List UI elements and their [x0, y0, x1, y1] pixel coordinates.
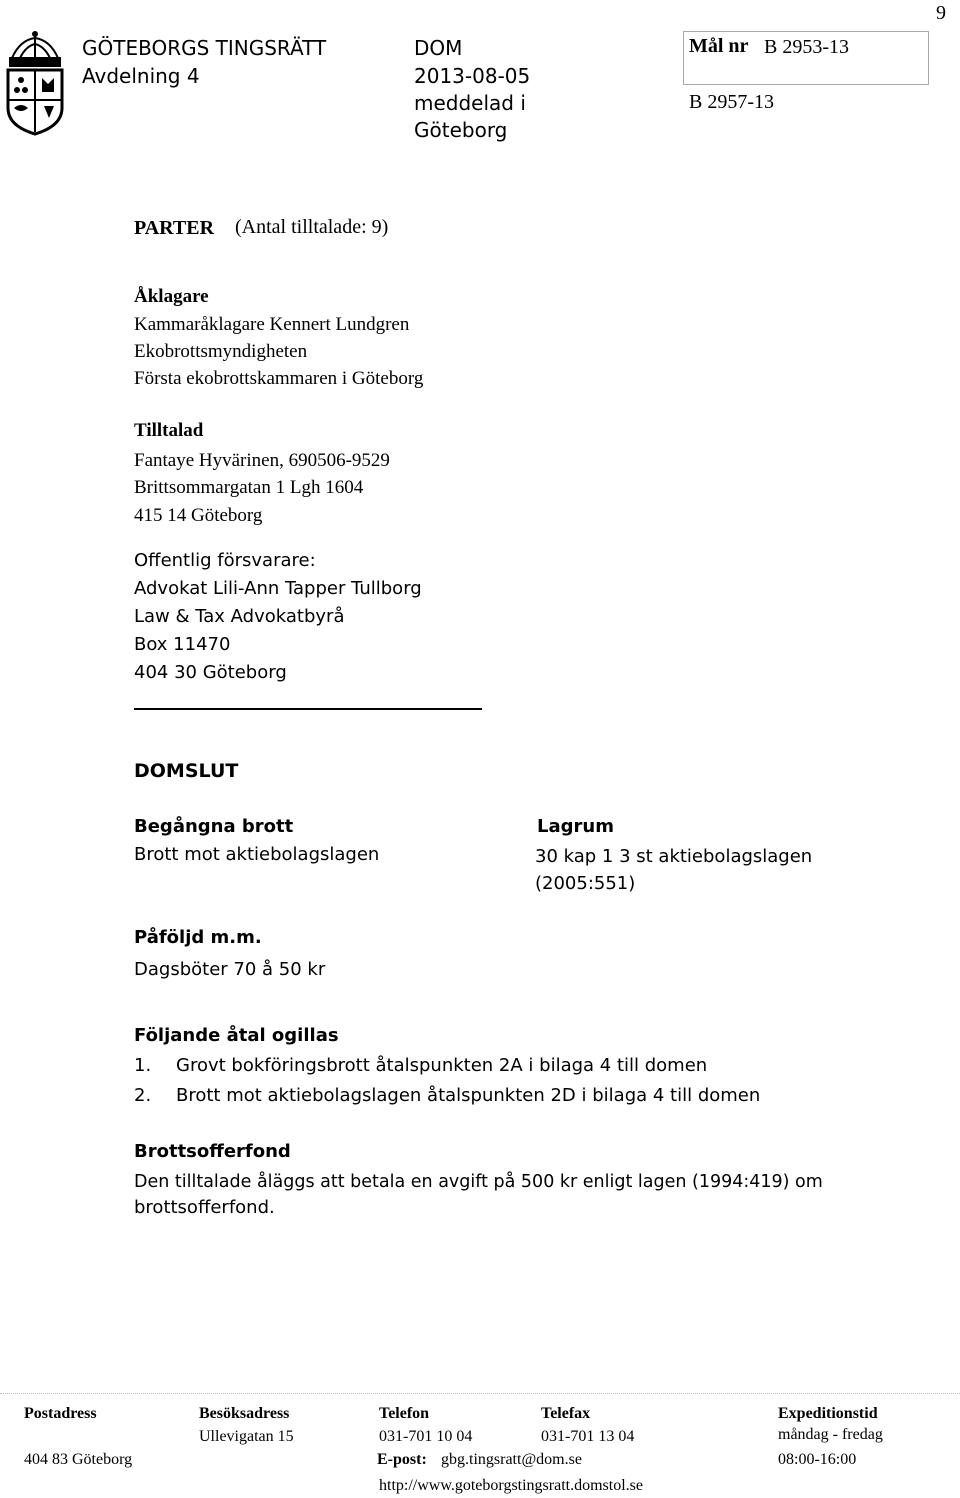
dismissed-item: Grovt bokföringsbrott åtalspunkten 2A i bilaga 4 till domen	[176, 1055, 708, 1076]
law-text: (2005:551)	[535, 873, 636, 894]
prosecutor-line: Kammaråklagare Kennert Lundgren	[134, 314, 410, 335]
fund-label: Brottsofferfond	[134, 1141, 291, 1162]
footer-email: gbg.tingsratt@dom.se	[441, 1451, 582, 1468]
footer-hours: 08:00-16:00	[778, 1451, 857, 1468]
prosecutor-line: Första ekobrottskammaren i Göteborg	[134, 368, 424, 389]
footer-phone-label: Telefon	[379, 1405, 430, 1422]
delivered-city: Göteborg	[414, 118, 508, 142]
defendant-line: 415 14 Göteborg	[134, 505, 263, 526]
footer-fax: 031-701 13 04	[541, 1428, 635, 1445]
footer-website: http://www.goteborgstingsratt.domstol.se	[379, 1477, 643, 1494]
prosecutor-line: Ekobrottsmyndigheten	[134, 341, 308, 362]
counsel-line: Law & Tax Advokatbyrå	[134, 606, 345, 627]
footer-postal-label: Postadress	[24, 1405, 97, 1422]
prosecutor-label: Åklagare	[134, 286, 209, 307]
counsel-label: Offentlig försvarare:	[134, 550, 316, 571]
footer-visit-label: Besöksadress	[199, 1405, 290, 1422]
footer-visit: Ullevigatan 15	[199, 1428, 294, 1445]
section-divider	[134, 708, 482, 710]
counsel-line: 404 30 Göteborg	[134, 662, 287, 683]
defendant-label: Tilltalad	[134, 420, 204, 441]
footer-fax-label: Telefax	[541, 1405, 591, 1422]
sanction-label: Påföljd m.m.	[134, 927, 262, 948]
footer-phone: 031-701 10 04	[379, 1428, 473, 1445]
law-text: 30 kap 1 3 st aktiebolagslagen	[535, 846, 813, 867]
court-crest-logo	[0, 30, 70, 140]
court-name: GÖTEBORGS TINGSRÄTT	[82, 36, 327, 60]
dismissed-label: Följande åtal ogillas	[134, 1025, 339, 1046]
crime-text: Brott mot aktiebolagslagen	[134, 844, 380, 865]
defendant-line: Brittsommargatan 1 Lgh 1604	[134, 477, 364, 498]
counsel-line: Advokat Lili-Ann Tapper Tullborg	[134, 578, 422, 599]
document-type: DOM	[414, 36, 463, 60]
parties-heading: PARTER	[134, 217, 215, 239]
decision-date: 2013-08-05	[414, 64, 531, 88]
page-number: 9	[936, 2, 946, 24]
defendant-count: (Antal tilltalade: 9)	[235, 216, 389, 238]
fund-text: brottsofferfond.	[134, 1197, 275, 1218]
dismissed-item-number: 1.	[134, 1055, 152, 1076]
footer-divider	[0, 1393, 960, 1395]
sanction-text: Dagsböter 70 å 50 kr	[134, 959, 326, 980]
defendant-line: Fantaye Hyvärinen, 690506-9529	[134, 450, 390, 471]
footer-email-label: E-post:	[377, 1451, 427, 1468]
dismissed-item: Brott mot aktiebolagslagen åtalspunkten 2D i bilaga 4 till domen	[176, 1085, 761, 1106]
law-label: Lagrum	[537, 816, 614, 837]
counsel-line: Box 11470	[134, 634, 231, 655]
case-number-1: B 2953-13	[764, 36, 849, 58]
dismissed-item-number: 2.	[134, 1085, 152, 1106]
verdict-heading: DOMSLUT	[134, 760, 239, 782]
footer-days: måndag - fredag	[778, 1426, 883, 1443]
crime-label: Begångna brott	[134, 816, 294, 837]
case-number-2: B 2957-13	[689, 91, 774, 113]
footer-postal: 404 83 Göteborg	[24, 1451, 133, 1468]
case-number-label: Mål nr	[689, 35, 749, 57]
fund-text: Den tilltalade åläggs att betala en avgift på 500 kr enligt lagen (1994:419) om	[134, 1172, 823, 1192]
footer-hours-label: Expeditionstid	[778, 1405, 878, 1422]
division: Avdelning 4	[82, 64, 200, 88]
delivered-label: meddelad i	[414, 91, 526, 115]
